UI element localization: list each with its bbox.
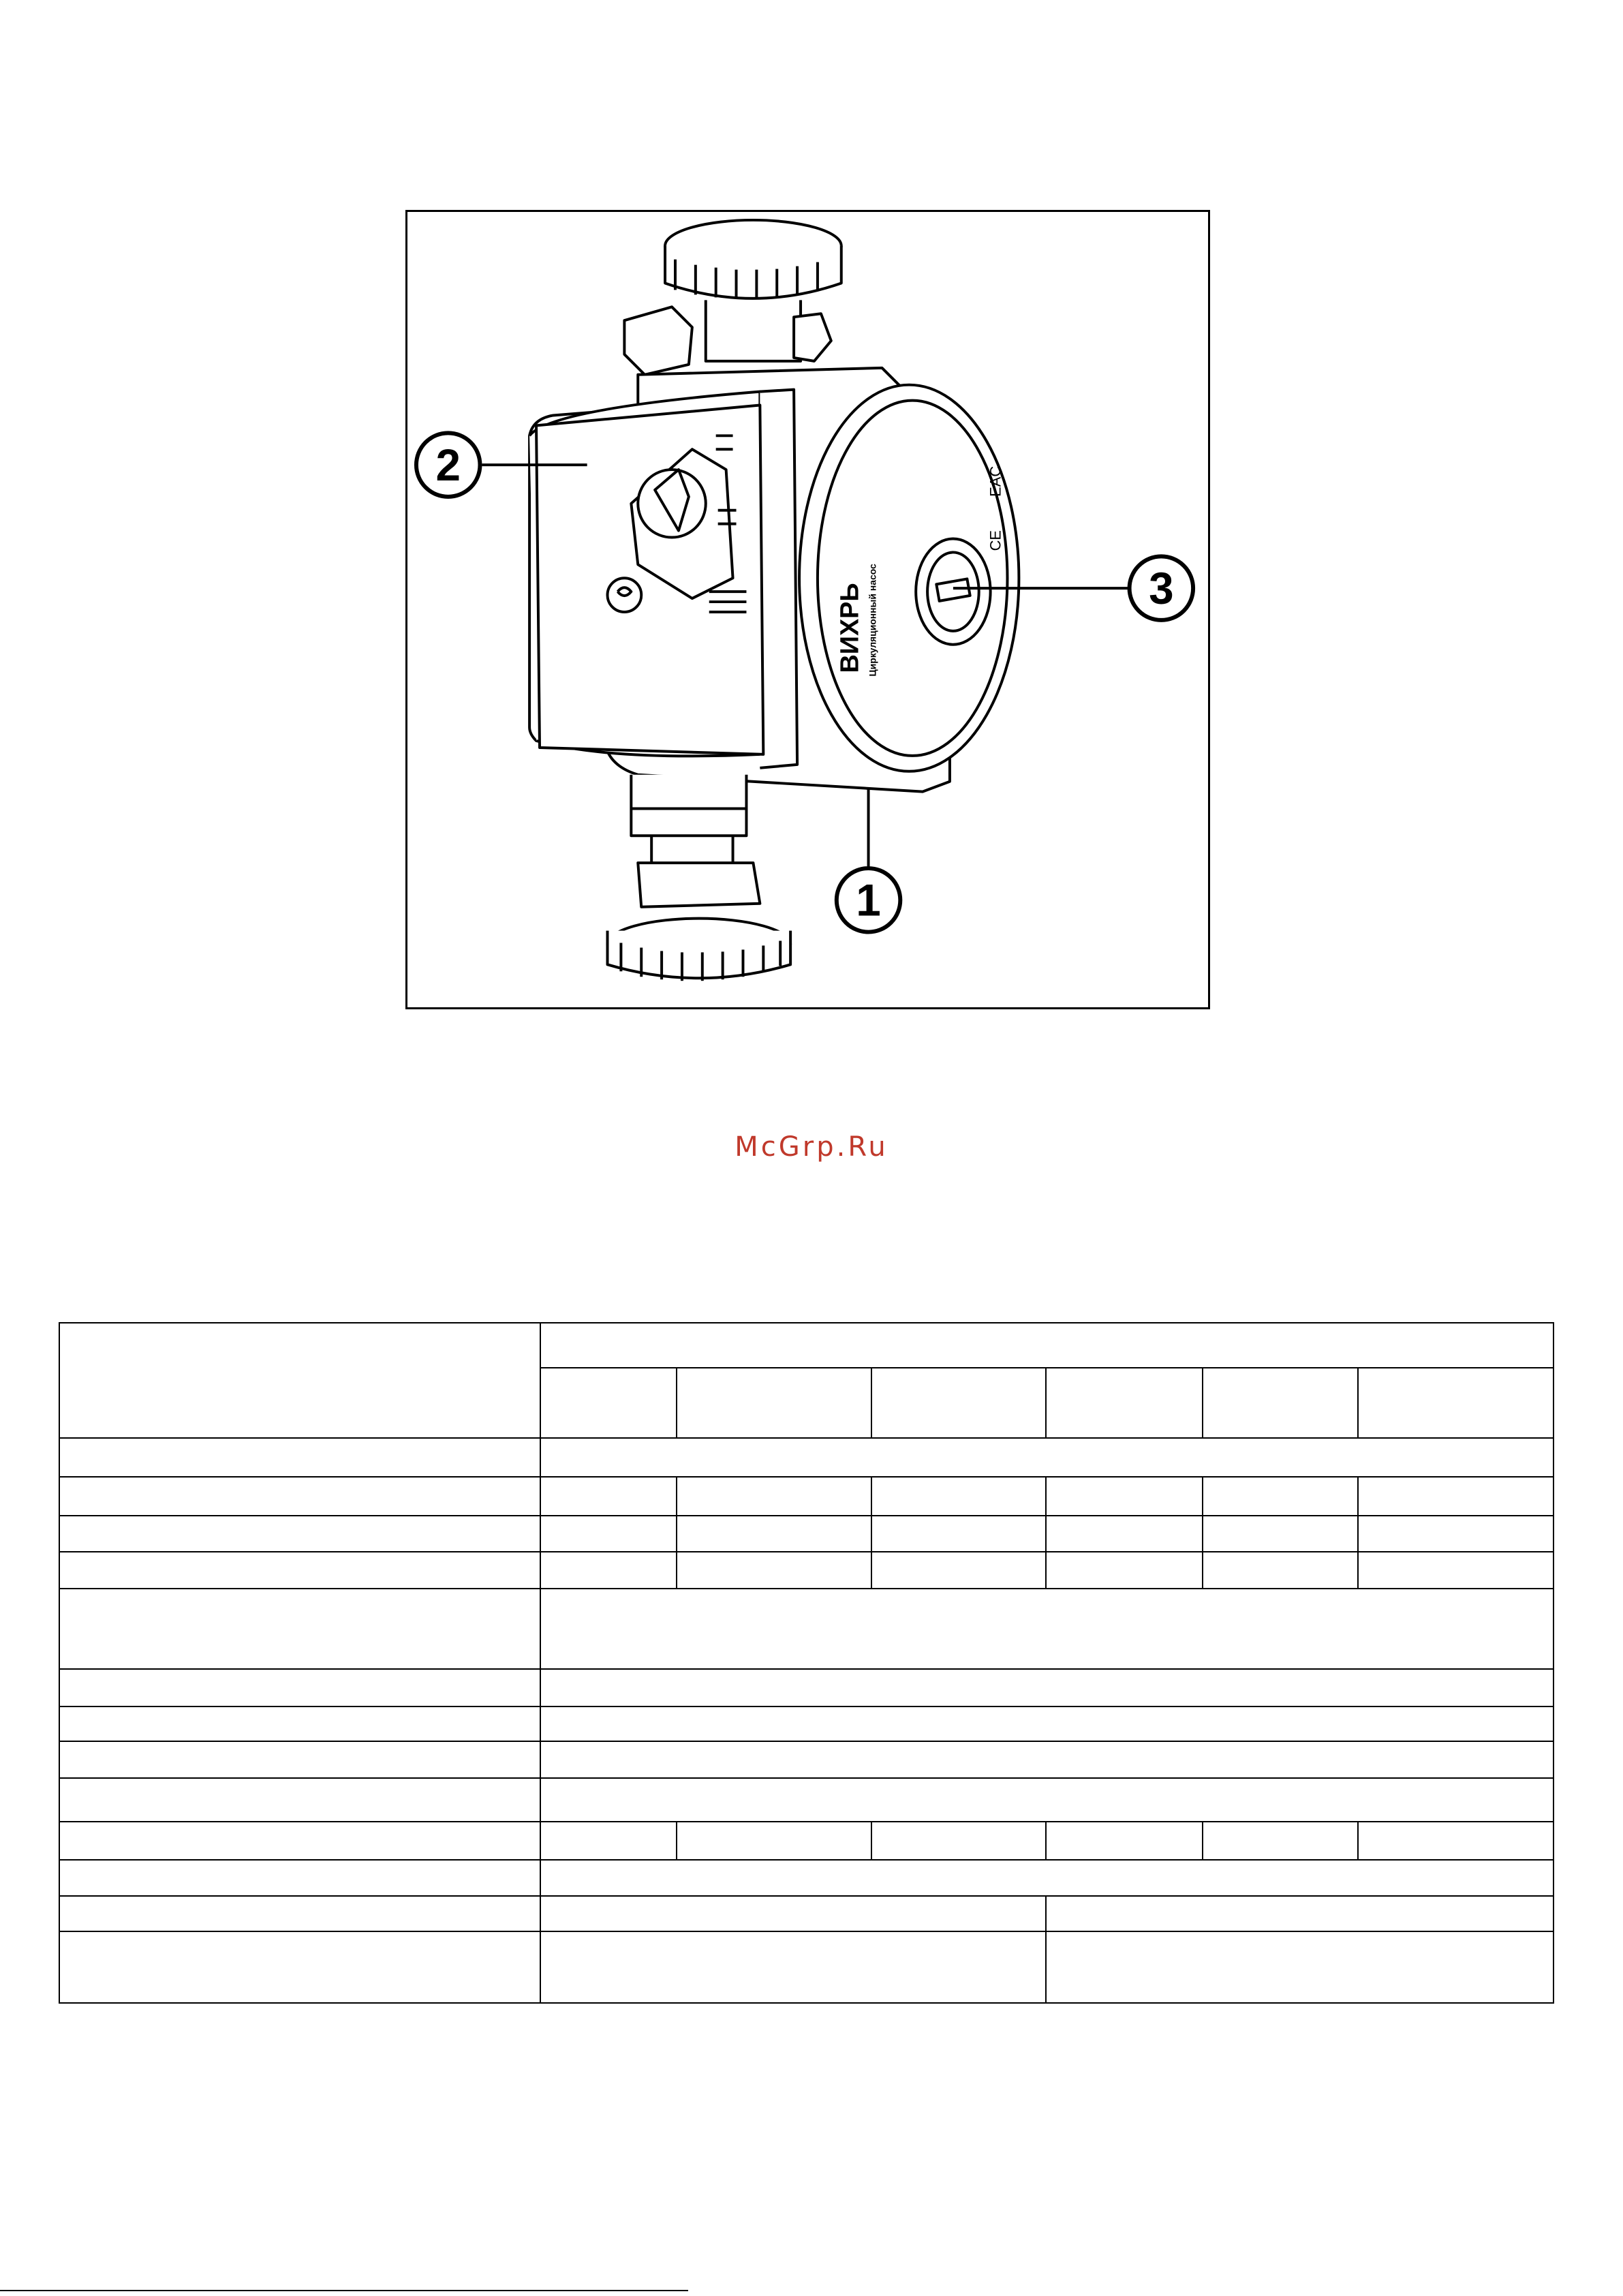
table-cell bbox=[1358, 1552, 1554, 1589]
table-row bbox=[59, 1438, 1554, 1477]
table-cell bbox=[540, 1438, 1554, 1477]
table-cell bbox=[1046, 1896, 1554, 1931]
svg-text:3: 3 bbox=[1149, 564, 1174, 614]
table-cell bbox=[59, 1860, 540, 1896]
table-row bbox=[59, 1477, 1554, 1516]
table-cell bbox=[1358, 1477, 1554, 1516]
table-row bbox=[59, 1323, 1554, 1368]
table-cell bbox=[540, 1669, 1554, 1706]
table-cell bbox=[1358, 1368, 1554, 1438]
table-cell bbox=[1358, 1516, 1554, 1552]
eac-mark: EAC bbox=[987, 465, 1004, 497]
svg-text:2: 2 bbox=[435, 440, 461, 490]
table-cell bbox=[871, 1477, 1046, 1516]
table-cell bbox=[1203, 1822, 1358, 1860]
table-cell bbox=[677, 1516, 871, 1552]
table-cell bbox=[59, 1669, 540, 1706]
table-cell bbox=[59, 1552, 540, 1589]
table-cell bbox=[540, 1822, 677, 1860]
table-cell bbox=[540, 1552, 677, 1589]
table-cell bbox=[871, 1368, 1046, 1438]
table-cell bbox=[540, 1323, 1554, 1368]
table-cell bbox=[1203, 1552, 1358, 1589]
table-cell bbox=[1203, 1477, 1358, 1516]
table-cell bbox=[677, 1368, 871, 1438]
table-cell bbox=[540, 1706, 1554, 1741]
table-row bbox=[59, 1669, 1554, 1706]
table-row bbox=[59, 1860, 1554, 1896]
table-cell bbox=[1046, 1516, 1203, 1552]
pump-figure-frame bbox=[405, 210, 1210, 1009]
specifications-table bbox=[59, 1322, 1554, 2004]
table-cell bbox=[871, 1552, 1046, 1589]
table-cell bbox=[540, 1778, 1554, 1822]
table-cell bbox=[59, 1477, 540, 1516]
table-row bbox=[59, 1896, 1554, 1931]
table-cell bbox=[1046, 1477, 1203, 1516]
table-cell bbox=[1046, 1552, 1203, 1589]
callout-3 bbox=[1130, 556, 1194, 620]
table-row bbox=[59, 1516, 1554, 1552]
bottom-pipe-connector bbox=[608, 775, 791, 981]
table-cell bbox=[59, 1438, 540, 1477]
table-cell bbox=[871, 1822, 1046, 1860]
table-cell bbox=[540, 1896, 1046, 1931]
footer-divider bbox=[0, 2290, 688, 2291]
table-row bbox=[59, 1552, 1554, 1589]
table-cell bbox=[59, 1589, 540, 1669]
pump-front-nameplate bbox=[799, 385, 1019, 771]
table-row bbox=[59, 1741, 1554, 1778]
ce-mark: CE bbox=[987, 530, 1004, 551]
table-row bbox=[59, 1706, 1554, 1741]
table-cell bbox=[59, 1323, 540, 1438]
callout-1 bbox=[837, 868, 901, 932]
table-cell bbox=[59, 1516, 540, 1552]
table-cell bbox=[59, 1896, 540, 1931]
table-cell bbox=[59, 1706, 540, 1741]
table-cell bbox=[59, 1741, 540, 1778]
table-cell bbox=[1046, 1368, 1203, 1438]
table-row bbox=[59, 1931, 1554, 2003]
top-pipe-connector bbox=[624, 220, 841, 375]
table-cell bbox=[540, 1516, 677, 1552]
table-cell bbox=[59, 1778, 540, 1822]
table-cell bbox=[540, 1931, 1046, 2003]
nameplate-brand: ВИХРЬ bbox=[835, 583, 865, 673]
table-cell bbox=[59, 1931, 540, 2003]
svg-text:1: 1 bbox=[856, 875, 881, 925]
table-cell bbox=[59, 1822, 540, 1860]
table-cell bbox=[540, 1477, 677, 1516]
table-cell bbox=[540, 1860, 1554, 1896]
table-cell bbox=[1203, 1516, 1358, 1552]
nameplate-type: Циркуляционный насос bbox=[867, 564, 878, 677]
table-cell bbox=[1046, 1822, 1203, 1860]
table-cell bbox=[677, 1822, 871, 1860]
table-cell bbox=[1203, 1368, 1358, 1438]
table-row bbox=[59, 1589, 1554, 1669]
table-row bbox=[59, 1822, 1554, 1860]
circulation-pump-illustration bbox=[407, 212, 1208, 1007]
table-cell bbox=[871, 1516, 1046, 1552]
table-cell bbox=[540, 1368, 677, 1438]
table-cell bbox=[1358, 1822, 1554, 1860]
watermark: McGrp.Ru bbox=[735, 1131, 888, 1163]
table-cell bbox=[1046, 1931, 1554, 2003]
table-row bbox=[59, 1778, 1554, 1822]
table-cell bbox=[677, 1552, 871, 1589]
table-cell bbox=[677, 1477, 871, 1516]
table-cell bbox=[540, 1589, 1554, 1669]
terminal-box bbox=[536, 405, 763, 754]
table-cell bbox=[540, 1741, 1554, 1778]
callout-2 bbox=[416, 433, 480, 497]
